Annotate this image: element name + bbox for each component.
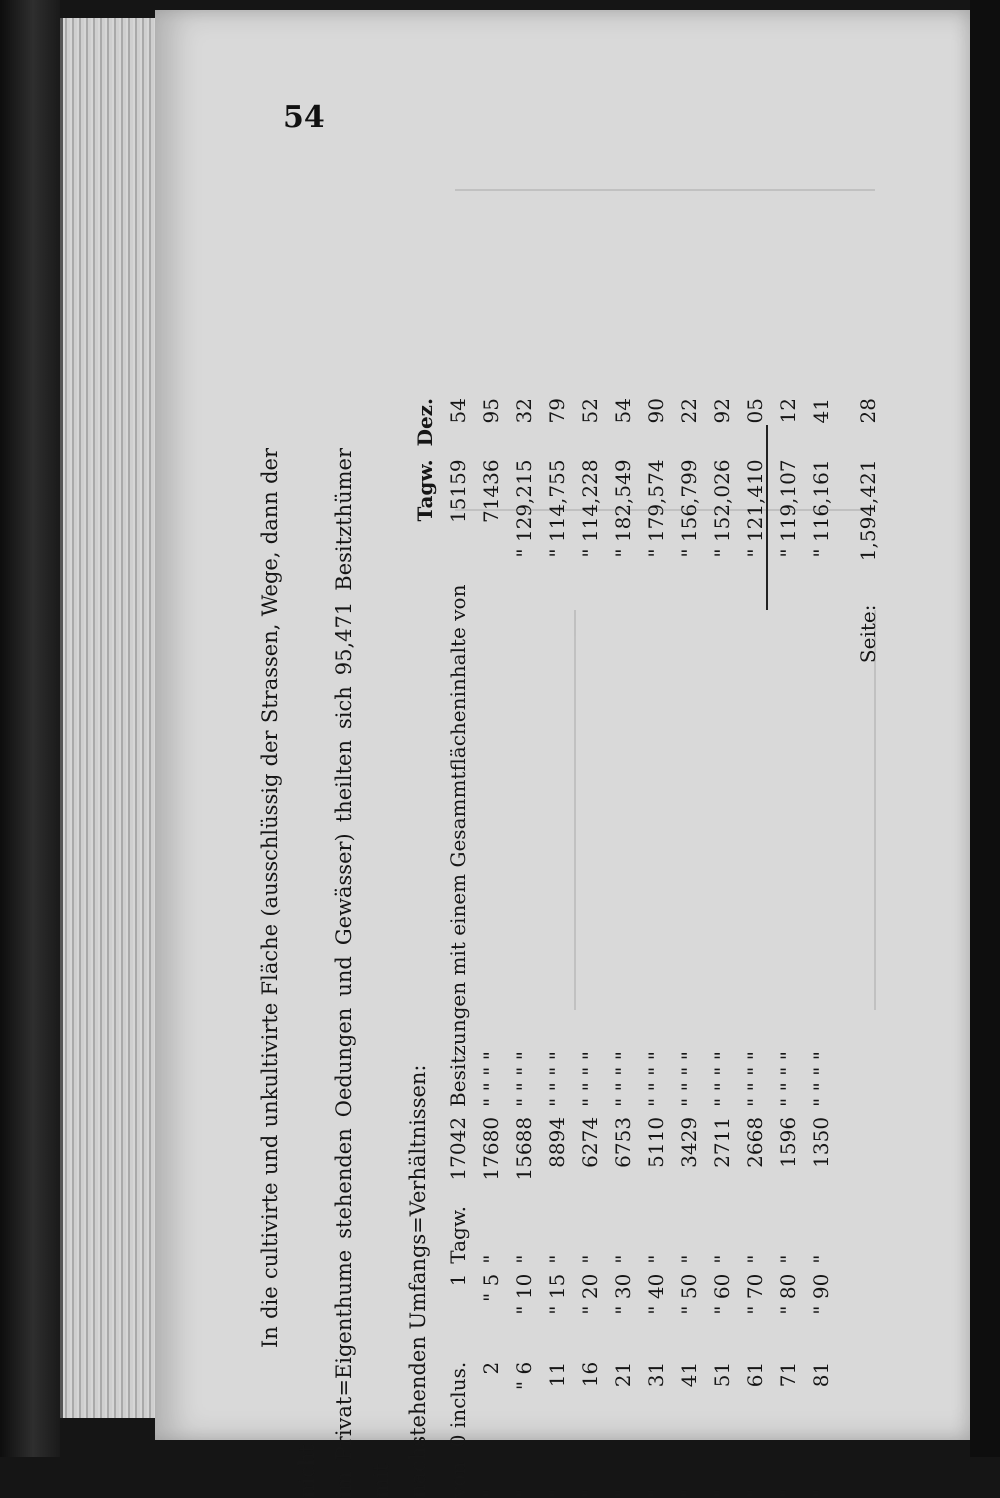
intro-line-2: im Privat=Eigenthume stehenden Oedungen und Gewässer) theilten sich 95,471 Besitzthümer mit [332,448,393,1498]
cell-from: 61 [742,1361,767,1388]
cell-to: " 5 [478,1273,503,1302]
intro-line-3: nachstehenden Umfangs=Verhältnissen: [406,1064,430,1498]
cell-von: " [709,1488,734,1498]
table-row [474,398,507,1498]
table-row [540,398,573,1498]
intro-line-1: In die cultivirte und unkultivirte Fläche (ausschlüssig der Strassen, Wege, dann der nicht [258,448,319,1498]
table-row [507,398,540,1498]
total-dez: 28 [855,398,880,424]
cell-desc: " " " " [808,1051,833,1107]
cell-desc: " " " " [709,1051,734,1107]
total-area: 1,594,421 [855,459,880,562]
cell-to: " 50 [676,1273,701,1315]
cell-von: " [577,1488,602,1498]
right-gutter [970,0,1000,1457]
cell-from: 2 [478,1361,503,1375]
cell-unit: " [478,1254,503,1264]
cell-unit: " [775,1254,800,1264]
cell-von: " [808,1488,833,1498]
header-dez: Dez. [412,398,437,447]
cell-area: " 116,161 [808,459,833,558]
cell-unit: " [577,1254,602,1264]
cell-from: 21 [610,1361,635,1388]
cell-to: " 10 [511,1273,536,1315]
cell-from: 16 [577,1361,602,1388]
cell-desc: " " " " [643,1051,668,1107]
cell-von: " [511,1488,536,1498]
page-number: 54 [283,100,325,135]
page-stack-edge [60,18,163,1418]
cell-von: " [676,1488,701,1498]
cell-dez: 52 [577,398,602,424]
cell-to: " 60 [709,1273,734,1315]
cell-unit: " [808,1254,833,1264]
cell-unit: " [610,1254,635,1264]
cell-unit: " [544,1254,569,1264]
table-row [441,398,474,1498]
total-label: Seite: [855,604,880,664]
cell-unit: " [511,1254,536,1264]
table-row [771,398,804,1498]
cell-area: " 114,755 [544,459,569,558]
table-row [672,398,705,1498]
cell-unit: " [709,1254,734,1264]
cell-count: 8894 [544,1116,569,1168]
rotated-content [252,398,932,1498]
cell-unit: " [742,1254,767,1264]
cell-unit: Tagw. [445,1206,470,1264]
cell-to: " 90 [808,1273,833,1315]
cell-dez: 54 [610,398,635,424]
cell-count: 2711 [709,1116,734,1168]
cell-to: " 40 [643,1273,668,1315]
table-row [804,398,837,1498]
cell-area: " 119,107 [775,459,800,558]
header-tagw: Tagw. [412,459,437,522]
cell-unit: " [676,1254,701,1264]
book-cover-edge [0,0,60,1457]
cell-dez: 22 [676,398,701,424]
cell-von: " [742,1488,767,1498]
total-row [837,398,884,1498]
cell-area: " 152,026 [709,459,734,558]
cell-count: 15688 [511,1116,536,1181]
cell-to: " 30 [610,1273,635,1315]
cell-dez: 79 [544,398,569,424]
cell-von: von [445,1461,470,1498]
cell-area: 15159 [445,459,470,524]
cell-von: " [643,1488,668,1498]
cell-desc: Besitzungen mit einem Gesammtflächeninhalte von [445,584,470,1107]
cell-area: " 179,574 [643,459,668,558]
cell-dez: 32 [511,398,536,424]
table-header-row [408,398,441,1498]
cell-to: " 20 [577,1273,602,1315]
cell-von: " [775,1488,800,1498]
cell-to: " 15 [544,1273,569,1315]
table-row [606,398,639,1498]
cell-from: 11 [544,1361,569,1388]
cell-von: " [478,1488,503,1498]
cell-count: 17042 [445,1116,470,1181]
cell-area: " 156,799 [676,459,701,558]
table-row [573,398,606,1498]
cell-desc: " " " " [478,1051,503,1107]
cell-dez: 41 [808,398,833,424]
cell-dez: 12 [775,398,800,424]
table-row [639,398,672,1498]
cell-desc: " " " " [544,1051,569,1107]
cell-dez: 54 [445,398,470,424]
table-row [705,398,738,1498]
cell-count: 17680 [478,1116,503,1181]
cell-to: " 80 [775,1273,800,1315]
cell-from: 81 [808,1361,833,1388]
cell-count: 6274 [577,1116,602,1168]
cell-dez: 05 [742,398,767,424]
cell-from: 51 [709,1361,734,1388]
book-page [155,10,970,1498]
cell-to: 1 [445,1273,470,1287]
cell-from: 71 [775,1361,800,1388]
cell-dez: 92 [709,398,734,424]
cell-count: 2668 [742,1116,767,1168]
cell-desc: " " " " [610,1051,635,1107]
cell-von: " [610,1488,635,1498]
cell-count: 1350 [808,1116,833,1168]
cell-dez: 90 [643,398,668,424]
cell-count: 6753 [610,1116,635,1168]
cell-dez: 95 [478,398,503,424]
cell-area: " 182,549 [610,459,635,558]
cell-desc: " " " " [775,1051,800,1107]
cell-desc: " " " " [511,1051,536,1107]
cell-from: 31 [643,1361,668,1388]
cell-desc: " " " " [577,1051,602,1107]
cell-from: " 6 [511,1361,536,1391]
cell-desc: " " " " [676,1051,701,1107]
cell-to: " 70 [742,1273,767,1315]
cell-count: 1596 [775,1116,800,1168]
cell-count: 3429 [676,1116,701,1168]
sum-rule [766,425,768,610]
ownership-table [408,398,884,1498]
cell-count: 5110 [643,1116,668,1168]
cell-from: 41 [676,1361,701,1388]
cell-area: " 129,215 [511,459,536,558]
cell-from: 0 inclus. [445,1361,470,1448]
cell-desc: " " " " [742,1051,767,1107]
cell-von: " [544,1488,569,1498]
cell-unit: " [643,1254,668,1264]
cell-area: " 114,228 [577,459,602,558]
cell-area: " 121,410 [742,459,767,558]
cell-area: 71436 [478,459,503,524]
